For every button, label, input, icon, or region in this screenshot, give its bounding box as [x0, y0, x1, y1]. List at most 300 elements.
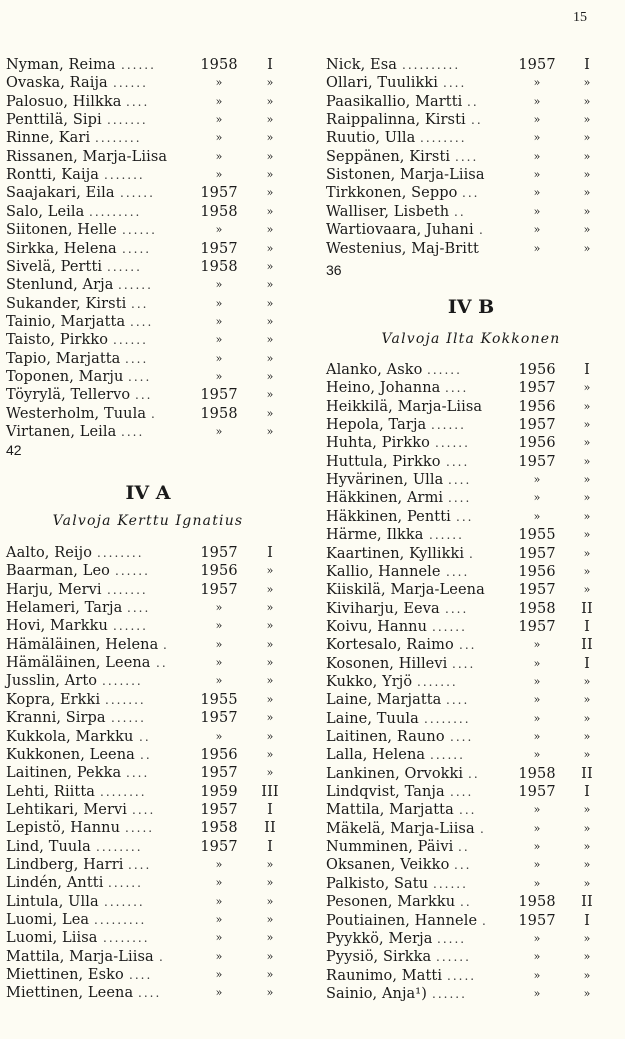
left-continued-row [6, 240, 306, 258]
grade-mark: » [583, 509, 591, 523]
right-column [326, 0, 625, 1039]
dot-leader: .... [446, 454, 470, 469]
birth-year: 1957 [200, 387, 238, 404]
grade-mark: » [266, 692, 274, 706]
student-name: Jusslin, Arto [6, 673, 98, 690]
grade-mark: » [583, 730, 591, 743]
birth-year: » [215, 278, 223, 292]
dot-leader: .... [446, 693, 470, 708]
student-name: Luomi, Liisa [6, 930, 98, 947]
iv-b-student-row [326, 710, 625, 728]
student-name: Heikkilä, Marja-Liisa [326, 398, 483, 415]
dot-leader: . [479, 223, 485, 238]
grade-mark: » [266, 296, 274, 310]
student-name: Paasikallio, Martti [326, 93, 463, 110]
birth-year: » [215, 729, 223, 743]
left-continued-row [6, 74, 306, 92]
grade-mark: » [266, 857, 274, 871]
birth-year: » [215, 674, 223, 688]
grade-mark: » [266, 949, 274, 963]
student-name: Aalto, Reijo [6, 545, 93, 561]
student-name: Lalla, Helena [326, 747, 426, 764]
student-name: Virtanen, Leila [6, 424, 117, 440]
student-name: Tirkkonen, Seppo [326, 185, 458, 202]
iv-b-student-row [326, 636, 625, 654]
grade-mark: » [266, 149, 274, 163]
birth-year: » [533, 858, 541, 872]
dot-leader: ...... [113, 76, 148, 91]
iv-a-student-row [6, 746, 306, 764]
birth-year: 1958 [200, 203, 238, 220]
iv-a-student-row [6, 672, 306, 690]
student-name: Lankinen, Orvokki [326, 765, 464, 782]
right-continued-row [326, 221, 625, 239]
student-name: Kopra, Erkki [6, 691, 101, 708]
birth-year: » [533, 76, 541, 90]
student-name: Laitinen, Pekka [6, 765, 122, 782]
birth-year: » [533, 113, 541, 127]
left-continued-row [6, 184, 306, 202]
student-name: Nick, Esa [326, 57, 398, 73]
student-name: Hovi, Markku [6, 618, 108, 635]
iv-a-student-row [6, 544, 306, 562]
birth-year: 1958 [518, 600, 556, 617]
student-name: Sirkka, Helena [6, 240, 117, 257]
dot-leader: .... [130, 314, 154, 329]
dot-leader: .... [455, 149, 479, 164]
grade-mark: » [583, 76, 591, 90]
left-continued-row [6, 386, 306, 404]
section-title-iv-b: IV B [447, 296, 495, 318]
grade-mark: III [261, 783, 279, 800]
iv-a-student-row [6, 691, 306, 709]
right-continued-row [326, 74, 625, 92]
iv-b-student-row [326, 985, 625, 1003]
student-name: Hämäläinen, Helena [6, 636, 159, 653]
dot-leader: ...... [122, 223, 157, 238]
iv-b-student-row [326, 801, 625, 819]
grade-mark: » [266, 766, 274, 780]
student-name: Mattila, Marja-Liisa [6, 948, 154, 965]
dot-leader: ........ [424, 711, 471, 726]
student-name: Wartiovaara, Juhani [326, 222, 474, 239]
birth-year: 1958 [200, 258, 238, 275]
grade-mark: » [266, 388, 274, 402]
birth-year: » [215, 619, 223, 633]
grade-mark: » [583, 821, 591, 835]
grade-mark: II [581, 765, 593, 782]
student-name: Toponen, Marju [6, 368, 124, 385]
grade-mark: » [266, 711, 274, 725]
student-name: Lind, Tuula [6, 838, 91, 855]
iv-b-student-row [326, 948, 625, 966]
birth-year: 1956 [200, 746, 238, 763]
student-name: Lintula, Ulla [6, 893, 99, 910]
birth-year: » [533, 656, 541, 670]
dot-leader: ....... [417, 674, 458, 689]
student-name: Ruutio, Ulla [326, 130, 416, 147]
grade-mark: » [266, 656, 274, 670]
grade-mark: » [266, 619, 274, 633]
dot-leader: ...... [430, 748, 465, 763]
dot-leader: ..... [125, 821, 155, 836]
grade-mark: I [584, 362, 590, 378]
dot-leader: ... [459, 803, 477, 818]
birth-year: » [533, 491, 541, 505]
student-name: Kiviharju, Eeva [326, 600, 440, 617]
dot-leader: ......... [89, 204, 142, 219]
birth-year: » [215, 333, 223, 347]
grade-mark: » [266, 278, 274, 292]
birth-year: » [215, 656, 223, 670]
student-name: Sivelä, Pertti [6, 258, 103, 275]
birth-year: » [533, 149, 541, 163]
birth-year: » [215, 168, 223, 182]
left-continued-count: 42 [6, 442, 22, 458]
birth-year: » [215, 894, 223, 908]
grade-mark: » [266, 333, 274, 347]
right-continued-row [326, 184, 625, 202]
grade-mark: » [266, 314, 274, 328]
dot-leader: ... [459, 638, 477, 653]
birth-year: » [533, 94, 541, 108]
dot-leader: .... [138, 986, 162, 1001]
birth-year: » [533, 986, 541, 1000]
grade-mark: » [583, 131, 591, 145]
birth-year: 1957 [200, 545, 238, 561]
dot-leader: . [469, 546, 475, 561]
dot-leader: .... [446, 564, 470, 579]
iv-a-student-row [6, 801, 306, 819]
grade-mark: » [583, 711, 591, 725]
iv-b-student-row [326, 361, 625, 379]
grade-mark: » [266, 425, 274, 438]
dot-leader: .... [443, 76, 467, 91]
birth-year: 1957 [518, 582, 556, 599]
grade-mark: » [266, 186, 274, 200]
birth-year: » [215, 76, 223, 90]
birth-year: » [215, 913, 223, 926]
dot-leader: ..... [122, 241, 152, 256]
student-name: Koivu, Hannu [326, 618, 428, 635]
iv-a-student-row [6, 636, 306, 654]
dot-leader: ... [135, 388, 153, 403]
dot-leader: .. [139, 729, 151, 744]
birth-year: » [215, 425, 223, 438]
student-name: Mäkelä, Marja-Liisa [326, 820, 475, 837]
birth-year: 1957 [200, 240, 238, 257]
iv-a-student-row [6, 617, 306, 635]
student-name: Luomi, Lea [6, 912, 90, 928]
iv-b-student-row [326, 746, 625, 764]
student-name: Kukkola, Markku [6, 728, 134, 745]
birth-year: » [215, 949, 223, 963]
right-continued-row [326, 129, 625, 147]
iv-b-student-row [326, 398, 625, 416]
grade-mark: » [583, 674, 591, 688]
left-continued-row [6, 350, 306, 368]
dot-leader: ....... [104, 894, 145, 909]
student-name: Kortesalo, Raimo [326, 637, 454, 654]
birth-year: » [533, 840, 541, 854]
dot-leader: .... [128, 857, 152, 872]
iv-a-student-row [6, 911, 306, 929]
section-supervisor-iv-b: Valvoja Ilta Kokkonen [381, 331, 561, 347]
iv-b-student-row [326, 838, 625, 856]
birth-year: 1956 [200, 563, 238, 580]
birth-year: 1956 [518, 398, 556, 415]
iv-b-student-row [326, 728, 625, 746]
student-name: Walliser, Lisbeth [326, 203, 450, 220]
grade-mark: I [267, 801, 273, 818]
iv-a-student-row [6, 709, 306, 727]
dot-leader: ...... [435, 436, 470, 451]
birth-year: » [533, 711, 541, 725]
grade-mark: » [266, 894, 274, 908]
student-name: Lehti, Riitta [6, 783, 96, 800]
birth-year: 1957 [200, 765, 238, 782]
student-name: Huhta, Pirkko [326, 435, 430, 452]
grade-mark: » [583, 113, 591, 127]
birth-year: » [215, 601, 223, 615]
dot-leader: . [480, 821, 486, 836]
student-name: Tapio, Marjatta [6, 350, 121, 367]
student-name: Westerholm, Tuula [6, 405, 147, 422]
student-name: Kranni, Sirpa [6, 710, 106, 727]
dot-leader: ... [454, 858, 472, 873]
iv-b-student-row [326, 416, 625, 434]
student-name: Rinne, Kari [6, 130, 91, 147]
dot-leader: ...... [111, 711, 146, 726]
dot-leader: .... [445, 381, 469, 396]
iv-a-student-row [6, 966, 306, 984]
grade-mark: » [583, 583, 591, 597]
student-name: Palkisto, Satu [326, 875, 429, 892]
iv-b-student-row [326, 967, 625, 985]
left-continued-row [6, 111, 306, 129]
left-continued-row [6, 129, 306, 147]
birth-year: » [533, 674, 541, 688]
grade-mark: » [266, 582, 274, 596]
birth-year: 1957 [518, 453, 556, 470]
dot-leader: ...... [115, 564, 150, 579]
grade-mark: I [267, 838, 273, 855]
student-name: Kosonen, Hillevi [326, 655, 448, 672]
grade-mark: » [266, 931, 274, 945]
birth-year: 1958 [200, 57, 238, 73]
birth-year: » [533, 223, 541, 237]
dot-leader: ...... [113, 619, 148, 634]
iv-a-student-row [6, 783, 306, 801]
dot-leader: .. [454, 204, 466, 219]
iv-b-student-row [326, 471, 625, 489]
section-title-iv-a: IV A [125, 482, 171, 504]
grade-mark: » [266, 76, 274, 90]
grade-mark: » [583, 528, 591, 542]
birth-year: 1957 [518, 417, 556, 434]
student-name: Siitonen, Helle [6, 222, 117, 239]
grade-mark: » [583, 204, 591, 218]
iv-b-student-row [326, 618, 625, 636]
grade-mark: » [266, 204, 274, 218]
birth-year: 1957 [518, 912, 556, 929]
iv-a-student-row [6, 856, 306, 874]
iv-a-student-row [6, 581, 306, 599]
birth-year: » [215, 876, 223, 890]
birth-year: » [215, 113, 223, 127]
student-name: Lindén, Antti [6, 875, 104, 892]
student-name: Hämäläinen, Leena [6, 655, 151, 672]
grade-mark: » [266, 113, 274, 127]
iv-a-student-row [6, 874, 306, 892]
grade-mark: II [581, 894, 593, 911]
grade-mark: » [583, 840, 591, 854]
student-name: Pesonen, Markku [326, 894, 456, 911]
dot-leader: ....... [105, 692, 146, 707]
dot-leader: ....... [107, 582, 148, 597]
iv-a-student-row [6, 948, 306, 966]
grade-mark: » [266, 351, 274, 365]
grade-mark: » [583, 454, 591, 468]
student-name: Kaartinen, Kyllikki [326, 545, 465, 562]
dot-leader: .... [445, 601, 469, 616]
birth-year: 1956 [518, 563, 556, 580]
student-name: Häkkinen, Armi [326, 490, 444, 507]
grade-mark: » [266, 729, 274, 743]
birth-year: » [533, 876, 541, 890]
iv-a-student-row [6, 984, 306, 1002]
left-continued-row [6, 405, 306, 423]
student-name: Saajakari, Eila [6, 185, 115, 202]
birth-year: » [533, 730, 541, 743]
left-continued-row [6, 331, 306, 349]
student-name: Hyvärinen, Ulla [326, 472, 444, 489]
grade-mark: » [583, 950, 591, 964]
iv-a-student-row [6, 728, 306, 746]
birth-year: » [533, 803, 541, 817]
dot-leader: . [482, 913, 488, 928]
grade-mark: II [581, 637, 593, 654]
student-name: Raippalinna, Kirsti [326, 112, 466, 129]
iv-b-student-row [326, 526, 625, 544]
iv-b-student-row [326, 453, 625, 471]
iv-a-student-row [6, 838, 306, 856]
grade-mark: » [583, 564, 591, 578]
student-name: Kukko, Yrjö [326, 673, 413, 690]
grade-mark: » [583, 748, 591, 762]
student-name: Baarman, Leo [6, 563, 110, 580]
student-name: Töyrylä, Tellervo [6, 387, 131, 404]
iv-b-student-row [326, 489, 625, 507]
student-name: Laine, Marjatta [326, 692, 442, 709]
iv-a-student-row [6, 562, 306, 580]
birth-year: » [533, 693, 541, 707]
dot-leader: ... [456, 509, 474, 524]
birth-year: 1957 [518, 57, 556, 73]
dot-leader: ...... [113, 333, 148, 348]
birth-year: 1955 [518, 527, 556, 544]
right-continued-row [326, 240, 625, 258]
iv-b-student-row [326, 856, 625, 874]
dot-leader: ...... [429, 528, 464, 543]
grade-mark: » [266, 674, 274, 688]
dot-leader: .......... [402, 58, 461, 72]
grade-mark: » [266, 601, 274, 615]
dot-leader: .. [471, 113, 483, 128]
student-name: Tainio, Marjatta [6, 313, 126, 330]
grade-mark: » [583, 149, 591, 163]
birth-year: 1957 [200, 710, 238, 727]
birth-year: » [533, 821, 541, 835]
birth-year: » [533, 186, 541, 200]
birth-year: 1957 [200, 801, 238, 818]
iv-b-student-row [326, 912, 625, 930]
section-supervisor-iv-a: Valvoja Kerttu Ignatius [52, 513, 244, 529]
student-name: Palosuo, Hilkka [6, 93, 122, 110]
grade-mark: » [266, 131, 274, 145]
page-number: 15 [573, 10, 587, 25]
grade-mark: I [584, 912, 590, 929]
dot-leader: ...... [107, 259, 142, 274]
student-name: Pyysiö, Sirkka [326, 949, 432, 966]
grade-mark: » [266, 986, 274, 1000]
birth-year: » [533, 638, 541, 652]
dot-leader: .. [468, 766, 480, 781]
iv-b-student-row [326, 434, 625, 452]
student-name: Numminen, Päivi [326, 839, 454, 856]
dot-leader: ...... [118, 278, 153, 293]
grade-mark: I [584, 618, 590, 635]
dot-leader: .... [450, 730, 474, 744]
grade-mark: » [266, 747, 274, 761]
student-name: Salo, Leila [6, 203, 85, 220]
iv-b-student-row [326, 655, 625, 673]
birth-year: 1957 [200, 581, 238, 598]
dot-leader: .... [127, 601, 151, 616]
birth-year: » [215, 149, 223, 163]
grade-mark: » [583, 803, 591, 817]
birth-year: » [215, 931, 223, 945]
student-name: Laine, Tuula [326, 710, 419, 727]
grade-mark: » [583, 241, 591, 255]
left-continued-row [6, 295, 306, 313]
iv-b-student-row [326, 820, 625, 838]
grade-mark: » [583, 168, 591, 182]
dot-leader: ........ [420, 131, 467, 146]
left-continued-row [6, 56, 306, 74]
birth-year: 1955 [200, 691, 238, 708]
student-name: Kukkonen, Leena [6, 746, 135, 763]
birth-year: 1958 [200, 820, 238, 837]
dot-leader: .... [129, 968, 153, 983]
student-name: Seppänen, Kirsti [326, 148, 451, 165]
grade-mark: » [583, 968, 591, 982]
birth-year: » [533, 131, 541, 145]
dot-leader: ..... [447, 968, 477, 983]
left-continued-row [6, 423, 306, 441]
dot-leader: .... [450, 785, 474, 800]
iv-b-student-row [326, 581, 625, 599]
iv-b-student-row [326, 765, 625, 783]
left-continued-row [6, 258, 306, 276]
dot-leader: .. [156, 656, 168, 671]
student-name: Nyman, Reima [6, 57, 116, 73]
dot-leader: .... [448, 491, 472, 506]
grade-mark: » [583, 418, 591, 432]
birth-year: » [215, 986, 223, 1000]
birth-year: » [215, 857, 223, 871]
iv-b-student-row [326, 545, 625, 563]
